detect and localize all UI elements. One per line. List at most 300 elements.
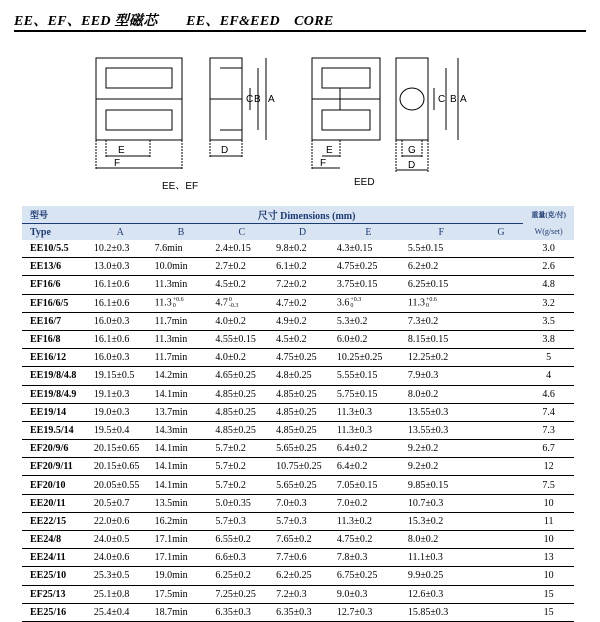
cell-type: EE25/16 xyxy=(22,603,90,621)
cell-value: 10.2±0.3 xyxy=(93,243,130,255)
cell-e xyxy=(333,603,404,621)
cell-b xyxy=(151,294,212,312)
cell-value: 5.7±0.3 xyxy=(215,515,246,527)
cell-value: 5.7±0.2 xyxy=(215,443,246,455)
cell-e xyxy=(333,440,404,458)
cell-value: 6.1±0.2 xyxy=(276,261,307,273)
cell-value: 6.35±0.3 xyxy=(215,606,251,618)
cell-value: 5.3±0.2 xyxy=(336,315,368,327)
cell-c xyxy=(211,294,272,312)
cell-a xyxy=(90,549,151,567)
cell-type: EE22/15 xyxy=(22,512,90,530)
dim-label-a1: A xyxy=(268,94,275,105)
cell-c xyxy=(211,258,272,276)
ee-front-view xyxy=(96,58,182,170)
tolerance xyxy=(173,297,184,309)
cell-value: 7.9±0.3 xyxy=(407,370,439,382)
cell-weight: 3.0 xyxy=(523,240,574,258)
cell-value: 14.1min xyxy=(154,443,188,455)
dim-label-d1: D xyxy=(221,145,229,156)
cell-e xyxy=(333,421,404,439)
cell-f xyxy=(404,531,479,549)
cell-b xyxy=(151,276,212,294)
cell-value: 4.5±0.2 xyxy=(276,334,307,346)
cell-d xyxy=(272,258,333,276)
cell-b xyxy=(151,549,212,567)
tolerance xyxy=(229,297,239,309)
header-type-cn: 型号 xyxy=(22,206,90,224)
cell-value: 4.7 xyxy=(215,297,228,309)
cell-g xyxy=(479,585,524,603)
cell-value: 14.3min xyxy=(154,424,188,436)
cell-weight: 5 xyxy=(523,349,574,367)
cell-f xyxy=(404,494,479,512)
cell-value: 25.3±0.5 xyxy=(93,570,130,582)
cell-value: 2.7±0.2 xyxy=(215,261,246,273)
cell-value: 11.3 xyxy=(154,297,172,309)
cell-value: 18.7min xyxy=(154,606,188,618)
cell-e xyxy=(333,349,404,367)
cell-value: 4.65±0.25 xyxy=(215,370,256,382)
cell-value: 4.5±0.2 xyxy=(215,279,246,291)
eed-caption: EED xyxy=(354,177,375,188)
cell-c xyxy=(211,440,272,458)
cell-b xyxy=(151,312,212,330)
cell-value: 7.65±0.2 xyxy=(276,534,312,546)
header-col-f: F xyxy=(404,224,479,241)
cell-value: 19.1±0.3 xyxy=(93,388,130,400)
cell-value: 24.0±0.5 xyxy=(93,534,130,546)
cell-value: 20.05±0.55 xyxy=(93,479,140,491)
header-type: Type xyxy=(22,224,90,241)
cell-c xyxy=(211,276,272,294)
cell-d xyxy=(272,458,333,476)
cell-value: 5.7±0.2 xyxy=(215,461,246,473)
cell-c xyxy=(211,567,272,585)
ee-ef-caption: EE、EF xyxy=(162,181,199,192)
cell-f xyxy=(404,603,479,621)
cell-e xyxy=(333,512,404,530)
cell-e xyxy=(333,312,404,330)
cell-b xyxy=(151,440,212,458)
cell-c xyxy=(211,367,272,385)
cell-g xyxy=(479,476,524,494)
cell-f xyxy=(404,585,479,603)
cell-value: 14.1min xyxy=(154,388,188,400)
cell-d xyxy=(272,567,333,585)
cell-weight: 4.6 xyxy=(523,385,574,403)
cell-value: 7.8±0.3 xyxy=(336,552,368,564)
cell-g xyxy=(479,531,524,549)
tolerance-lower: 0 xyxy=(350,303,354,310)
cell-b xyxy=(151,512,212,530)
header-weight-unit: W(g/set) xyxy=(523,224,574,241)
cell-e xyxy=(333,258,404,276)
cell-type: EE13/6 xyxy=(22,258,90,276)
tolerance-lower: -0.3 xyxy=(228,303,239,310)
cell-c xyxy=(211,549,272,567)
cell-g xyxy=(479,258,524,276)
cell-b xyxy=(151,330,212,348)
cell-value: 11.3±0.3 xyxy=(336,406,373,418)
cell-a xyxy=(90,603,151,621)
cell-g xyxy=(479,567,524,585)
cell-c xyxy=(211,349,272,367)
cell-b xyxy=(151,458,212,476)
cell-b xyxy=(151,385,212,403)
cell-value: 9.2±0.2 xyxy=(407,461,439,473)
cell-weight: 4 xyxy=(523,367,574,385)
cell-value: 6.35±0.3 xyxy=(276,606,312,618)
cell-weight: 6.7 xyxy=(523,440,574,458)
cell-value: 3.75±0.15 xyxy=(336,279,378,291)
cell-g xyxy=(479,403,524,421)
cell-value: 13.0±0.3 xyxy=(93,261,130,273)
tolerance-lower: 0 xyxy=(425,303,429,310)
cell-value: 16.1±0.6 xyxy=(93,297,130,309)
title-underline xyxy=(14,30,586,32)
cell-d xyxy=(272,421,333,439)
cell-g xyxy=(479,603,524,621)
cell-value: 11.3 xyxy=(407,297,425,309)
cell-value: 9.0±0.3 xyxy=(336,588,368,600)
cell-type: EE19/8/4.8 xyxy=(22,367,90,385)
cell-weight: 3.2 xyxy=(523,294,574,312)
cell-a xyxy=(90,276,151,294)
cell-a xyxy=(90,330,151,348)
cell-value: 19.5±0.4 xyxy=(93,424,130,436)
table-row xyxy=(22,294,574,312)
header-col-b: B xyxy=(151,224,212,241)
cell-value: 11.3±0.3 xyxy=(336,424,373,436)
eed-side-view xyxy=(396,58,458,172)
cell-value: 11.3min xyxy=(154,279,188,291)
cell-c xyxy=(211,603,272,621)
cell-b xyxy=(151,240,212,258)
cell-d xyxy=(272,531,333,549)
header-weight-cn: 重量(克/付) xyxy=(523,206,574,224)
cell-value: 19.0±0.3 xyxy=(93,406,130,418)
cell-e xyxy=(333,294,404,312)
tolerance-upper: +0.6 xyxy=(172,297,184,304)
cell-value: 4.3±0.15 xyxy=(336,243,373,255)
cell-value: 5.75±0.15 xyxy=(336,388,378,400)
cell-value: 7.0±0.3 xyxy=(276,497,307,509)
cell-value: 20.15±0.65 xyxy=(93,443,140,455)
cell-value: 16.2min xyxy=(154,515,188,527)
cell-d xyxy=(272,603,333,621)
cell-value: 9.85±0.15 xyxy=(407,479,449,491)
cell-weight: 3.8 xyxy=(523,330,574,348)
cell-value: 10.25±0.25 xyxy=(336,352,383,364)
cell-value: 7.2±0.2 xyxy=(276,279,307,291)
cell-type: EF20/9/6 xyxy=(22,440,90,458)
table-row xyxy=(22,330,574,348)
cell-value: 13.55±0.3 xyxy=(407,406,449,418)
cell-weight: 3.5 xyxy=(523,312,574,330)
cell-value: 17.1min xyxy=(154,534,188,546)
cell-e xyxy=(333,403,404,421)
cell-value: 10.7±0.3 xyxy=(407,497,444,509)
cell-d xyxy=(272,385,333,403)
cell-c xyxy=(211,531,272,549)
cell-f xyxy=(404,330,479,348)
cell-a xyxy=(90,349,151,367)
cell-f xyxy=(404,567,479,585)
cell-value: 14.1min xyxy=(154,479,188,491)
cell-d xyxy=(272,440,333,458)
cell-a xyxy=(90,403,151,421)
cell-value: 6.25±0.15 xyxy=(407,279,449,291)
table-row xyxy=(22,367,574,385)
cell-value: 5.5±0.15 xyxy=(407,243,444,255)
cell-e xyxy=(333,567,404,585)
cell-value: 5.65±0.25 xyxy=(276,443,317,455)
cell-a xyxy=(90,458,151,476)
cell-type: EE16/12 xyxy=(22,349,90,367)
cell-d xyxy=(272,312,333,330)
cell-weight: 4.8 xyxy=(523,276,574,294)
cell-value: 5.55±0.15 xyxy=(336,370,378,382)
cell-value: 22.0±0.6 xyxy=(93,515,130,527)
cell-f xyxy=(404,403,479,421)
dim-label-f2: F xyxy=(320,158,327,169)
cell-d xyxy=(272,476,333,494)
dim-label-c1: C xyxy=(246,94,254,105)
cell-value: 4.85±0.25 xyxy=(276,406,317,418)
cell-type: EE25/10 xyxy=(22,567,90,585)
cell-c xyxy=(211,458,272,476)
cell-value: 16.1±0.6 xyxy=(93,279,130,291)
cell-type: EF16/6 xyxy=(22,276,90,294)
cell-e xyxy=(333,330,404,348)
cell-type: EE20/11 xyxy=(22,494,90,512)
cell-f xyxy=(404,258,479,276)
cell-c xyxy=(211,476,272,494)
cell-c xyxy=(211,385,272,403)
cell-d xyxy=(272,349,333,367)
cell-g xyxy=(479,294,524,312)
header-col-g: G xyxy=(479,224,524,241)
dim-label-a2: A xyxy=(460,94,467,105)
cell-value: 11.7min xyxy=(154,315,188,327)
cell-value: 13.7min xyxy=(154,406,188,418)
cell-type: EF20/10 xyxy=(22,476,90,494)
cell-a xyxy=(90,585,151,603)
cell-g xyxy=(479,276,524,294)
cell-value: 4.75±0.2 xyxy=(336,534,373,546)
cell-b xyxy=(151,349,212,367)
dim-label-c2: C xyxy=(438,94,446,105)
cell-value: 7.05±0.15 xyxy=(336,479,378,491)
cell-f xyxy=(404,294,479,312)
cell-weight: 13 xyxy=(523,549,574,567)
cell-weight: 15 xyxy=(523,585,574,603)
table-body xyxy=(22,240,574,621)
dimensions-table xyxy=(22,206,574,622)
cell-g xyxy=(479,494,524,512)
cell-value: 4.8±0.25 xyxy=(276,370,312,382)
cell-c xyxy=(211,494,272,512)
table-row xyxy=(22,312,574,330)
cell-value: 7.0±0.2 xyxy=(336,497,368,509)
cell-d xyxy=(272,549,333,567)
table-row xyxy=(22,458,574,476)
cell-e xyxy=(333,240,404,258)
cell-a xyxy=(90,294,151,312)
cell-value: 20.15±0.65 xyxy=(93,461,140,473)
dim-label-e2: E xyxy=(326,145,333,156)
cell-d xyxy=(272,494,333,512)
cell-g xyxy=(479,440,524,458)
cell-f xyxy=(404,312,479,330)
cell-value: 10.0min xyxy=(154,261,188,273)
cell-f xyxy=(404,512,479,530)
tolerance-upper: +0.6 xyxy=(425,297,437,304)
cell-value: 25.1±0.8 xyxy=(93,588,130,600)
cell-value: 4.55±0.15 xyxy=(215,334,256,346)
cell-value: 2.4±0.15 xyxy=(215,243,251,255)
cell-value: 17.5min xyxy=(154,588,188,600)
cell-e xyxy=(333,549,404,567)
cell-g xyxy=(479,312,524,330)
cell-e xyxy=(333,385,404,403)
cell-f xyxy=(404,476,479,494)
cell-c xyxy=(211,312,272,330)
cell-value: 11.3min xyxy=(154,334,188,346)
cell-e xyxy=(333,367,404,385)
table-row xyxy=(22,258,574,276)
cell-b xyxy=(151,367,212,385)
cell-value: 7.2±0.3 xyxy=(276,588,307,600)
cell-d xyxy=(272,294,333,312)
cell-value: 4.75±0.25 xyxy=(276,352,317,364)
cell-f xyxy=(404,440,479,458)
cell-d xyxy=(272,330,333,348)
dim-label-g2: G xyxy=(408,145,416,156)
cell-b xyxy=(151,603,212,621)
table-row xyxy=(22,585,574,603)
cell-value: 6.6±0.3 xyxy=(215,552,246,564)
cell-e xyxy=(333,585,404,603)
cell-value: 6.75±0.25 xyxy=(336,570,378,582)
dim-label-b2: B xyxy=(450,94,457,105)
cell-value: 6.2±0.2 xyxy=(407,261,439,273)
cell-value: 6.25±0.2 xyxy=(215,570,251,582)
cell-value: 14.2min xyxy=(154,370,188,382)
cell-value: 11.3±0.2 xyxy=(336,515,373,527)
cell-e xyxy=(333,276,404,294)
cell-f xyxy=(404,458,479,476)
cell-value: 4.7±0.2 xyxy=(276,297,307,309)
table-row xyxy=(22,421,574,439)
eed-front-view xyxy=(312,58,380,170)
cell-g xyxy=(479,421,524,439)
cell-g xyxy=(479,549,524,567)
cell-c xyxy=(211,240,272,258)
cell-value: 3.6 xyxy=(336,297,350,309)
cell-value: 13.55±0.3 xyxy=(407,424,449,436)
cell-type: EE24/8 xyxy=(22,531,90,549)
cell-value: 5.65±0.25 xyxy=(276,479,317,491)
cell-b xyxy=(151,476,212,494)
cell-weight: 10 xyxy=(523,567,574,585)
cell-a xyxy=(90,440,151,458)
cell-type: EF25/13 xyxy=(22,585,90,603)
cell-c xyxy=(211,421,272,439)
cell-value: 6.2±0.25 xyxy=(276,570,312,582)
cell-a xyxy=(90,258,151,276)
table-row xyxy=(22,603,574,621)
cell-value: 14.1min xyxy=(154,461,188,473)
dim-label-d2: D xyxy=(408,160,416,171)
cell-f xyxy=(404,549,479,567)
cell-f xyxy=(404,240,479,258)
cell-value: 6.0±0.2 xyxy=(336,334,368,346)
header-dimensions: 尺寸 Dimensions (mm) xyxy=(90,206,523,224)
cell-a xyxy=(90,567,151,585)
cell-e xyxy=(333,476,404,494)
cell-weight: 7.5 xyxy=(523,476,574,494)
tolerance-lower: 0 xyxy=(172,303,176,310)
cell-value: 17.1min xyxy=(154,552,188,564)
cell-value: 20.5±0.7 xyxy=(93,497,130,509)
tolerance-upper: 0 xyxy=(228,297,232,304)
cell-a xyxy=(90,476,151,494)
header-col-d: D xyxy=(272,224,333,241)
cell-value: 16.0±0.3 xyxy=(93,352,130,364)
cell-value: 25.4±0.4 xyxy=(93,606,130,618)
dim-label-e1: E xyxy=(118,145,125,156)
cell-value: 15.85±0.3 xyxy=(407,606,449,618)
cell-value: 12.7±0.3 xyxy=(336,606,373,618)
cell-g xyxy=(479,240,524,258)
table-row xyxy=(22,276,574,294)
cell-type: EE19/8/4.9 xyxy=(22,385,90,403)
cell-d xyxy=(272,512,333,530)
cell-type: EE16/7 xyxy=(22,312,90,330)
cell-value: 4.85±0.25 xyxy=(215,424,256,436)
cell-e xyxy=(333,494,404,512)
cell-value: 7.3±0.2 xyxy=(407,315,439,327)
table-row xyxy=(22,549,574,567)
cell-value: 4.0±0.2 xyxy=(215,352,246,364)
cell-e xyxy=(333,458,404,476)
cell-type: EE24/11 xyxy=(22,549,90,567)
cell-a xyxy=(90,240,151,258)
table-row xyxy=(22,512,574,530)
cell-value: 8.15±0.15 xyxy=(407,334,449,346)
cell-d xyxy=(272,367,333,385)
cell-g xyxy=(479,367,524,385)
header-col-c: C xyxy=(211,224,272,241)
cell-b xyxy=(151,494,212,512)
table-row xyxy=(22,476,574,494)
cell-f xyxy=(404,367,479,385)
cell-type: EE19.5/14 xyxy=(22,421,90,439)
table-row xyxy=(22,567,574,585)
cell-e xyxy=(333,531,404,549)
cell-weight: 7.3 xyxy=(523,421,574,439)
cell-weight: 11 xyxy=(523,512,574,530)
table-row xyxy=(22,494,574,512)
cell-value: 5.7±0.3 xyxy=(276,515,307,527)
cell-value: 9.9±0.25 xyxy=(407,570,444,582)
cell-b xyxy=(151,421,212,439)
tolerance xyxy=(426,297,437,309)
cell-c xyxy=(211,512,272,530)
cell-value: 12.6±0.3 xyxy=(407,588,444,600)
